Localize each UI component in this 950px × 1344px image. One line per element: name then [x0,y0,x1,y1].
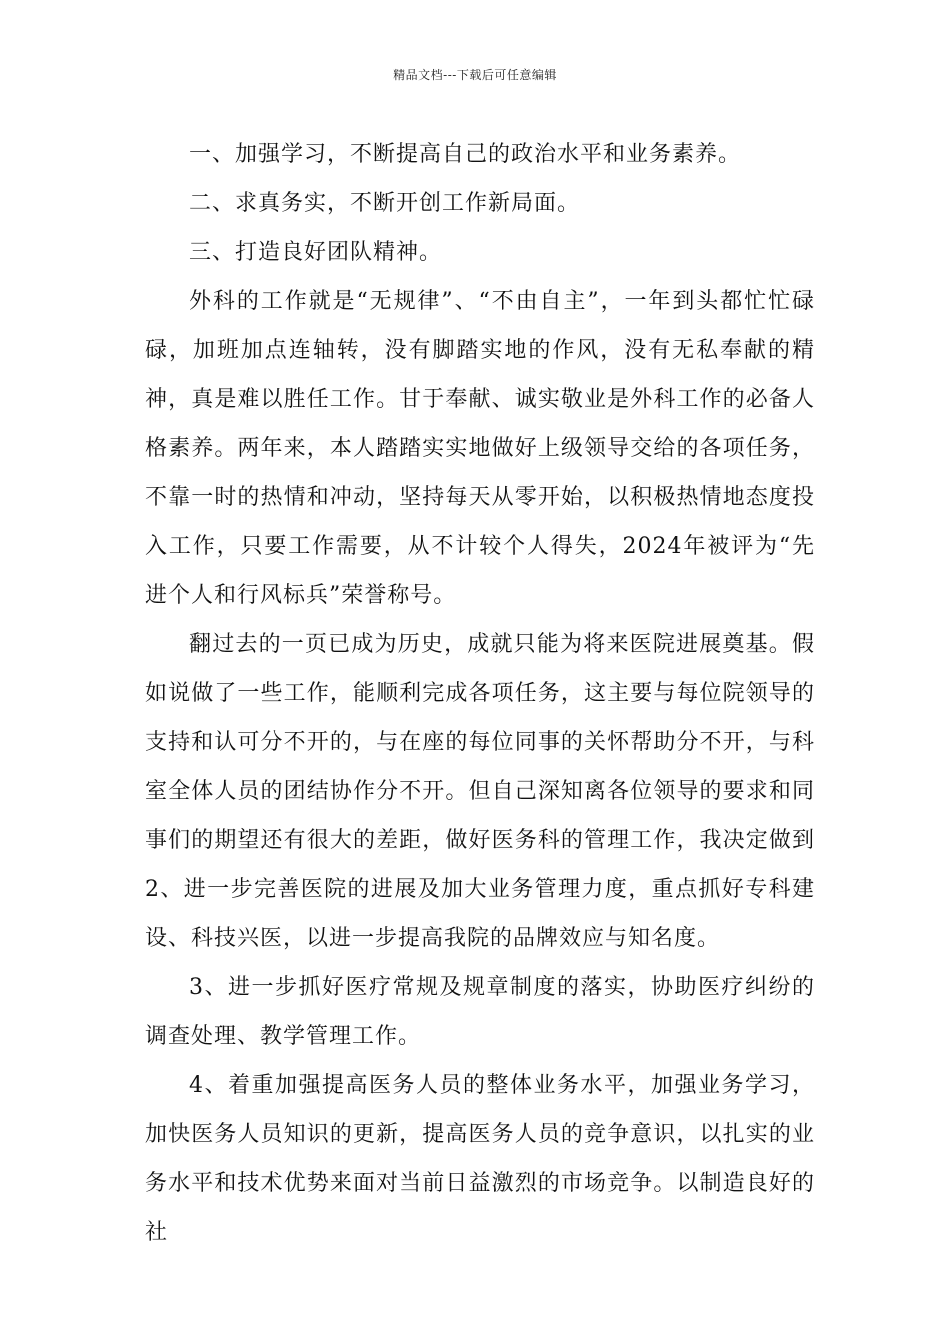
paragraph-6: 3、进一步抓好医疗常规及规章制度的落实，协助医疗纠纷的调查处理、教学管理工作。 [145,975,815,1049]
page-header: 精品文档---下载后可任意编辑 [393,68,557,82]
paragraph-3: 三、打造良好团队精神。 [189,240,443,265]
paragraph-2: 二、求真务实，不断开创工作新局面。 [189,191,581,216]
paragraph-1: 一、加强学习，不断提高自己的政治水平和业务素养。 [189,142,742,167]
paragraph-4: 外科的工作就是“无规律”、“不由自主”，一年到头都忙忙碌碌，加班加点连轴转，没有脚踏实地的作风，没有无私奉献的精神，真是难以胜任工作。甘于奉献、诚实敬业是外科工作的必备人格素养。两年来，本人踏踏实实地做好上级领导交给的各项任务，不靠一时的热情和冲动，坚持每天从零开始，以积极热情地态度投入工作，只要工作需要，从不计较个人得失，2024年被评为“先进个人和行风标兵”荣誉称号。 [145,289,815,608]
paragraph-7: 4、着重加强提高医务人员的整体业务水平，加强业务学习，加快医务人员知识的更新，提高医务人员的竞争意识，以扎实的业务水平和技术优势来面对当前日益激烈的市场竞争。以制造良好的社 [145,1073,815,1245]
document-body [145,130,815,1257]
paragraph-5: 翻过去的一页已成为历史，成就只能为将来医院进展奠基。假如说做了一些工作，能顺利完成各项任务，这主要与每位院领导的支持和认可分不开的，与在座的每位同事的关怀帮助分不开，与科室全体人员的团结协作分不开。但自己深知离各位领导的要求和同事们的期望还有很大的差距，做好医务科的管理工作，我决定做到2、进一步完善医院的进展及加大业务管理力度，重点抓好专科建设、科技兴医，以进一步提高我院的品牌效应与知名度。 [145,632,815,951]
